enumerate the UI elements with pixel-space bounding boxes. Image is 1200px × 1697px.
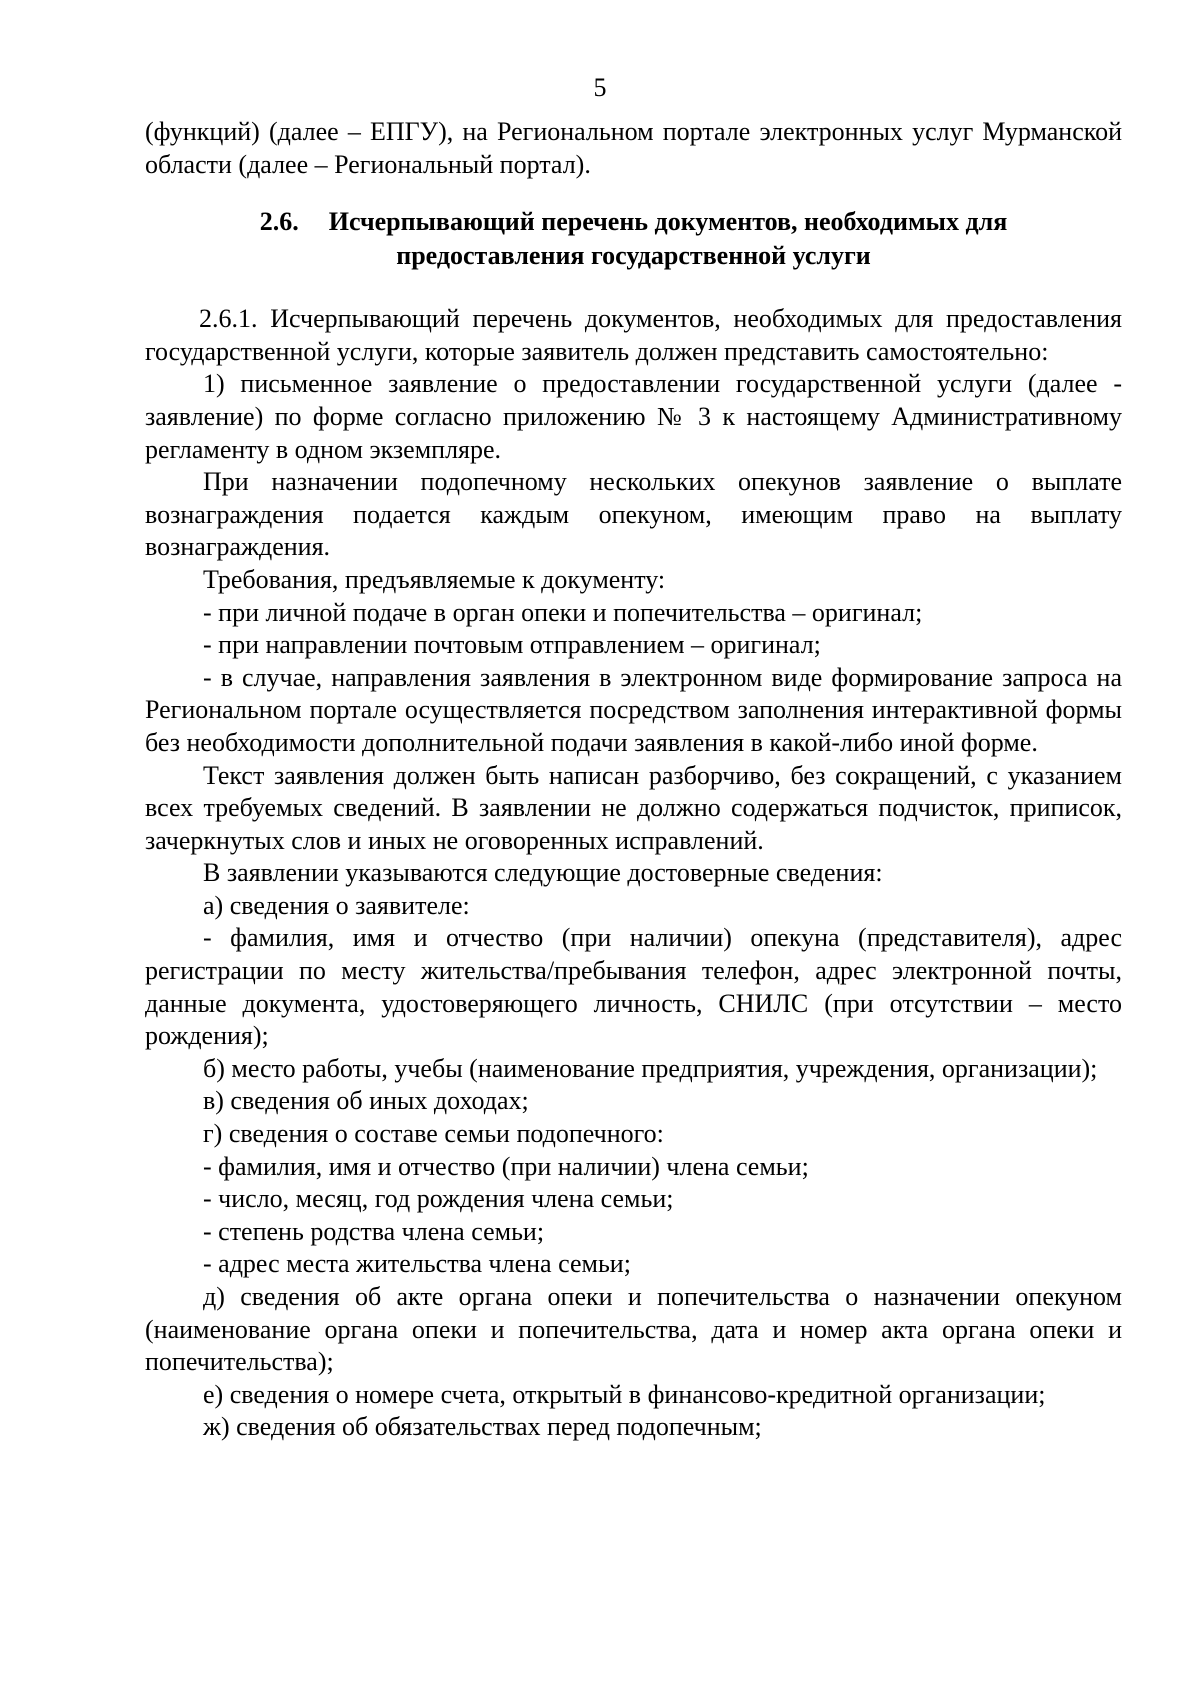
paragraph: Требования, предъявляемые к документу: xyxy=(203,564,666,594)
paragraph: Текст заявления должен быть написан разборчиво, без сокращений, с указанием всех требуемых сведений. В заявлении не должно содержаться подчисток, приписок, зачеркнутых слов и иных не оговоренных исправлений. xyxy=(145,760,1122,855)
list-item: - фамилия, имя и отчество (при наличии) опекуна (представителя), адрес регистрации по месту жительства/пребывания телефон, адрес электронной почты, данные документа, удостоверяющего личность, СНИЛС (при отсутствии – место рождения); xyxy=(145,923,1122,1051)
paragraph: 1) письменное заявление о предоставлении государственной услуги (далее - заявление) по форме согласно приложению № 3 к настоящему Административному регламенту в одном экземпляре. xyxy=(145,369,1122,464)
document-body xyxy=(145,116,1122,1444)
list-item: - степень родства члена семьи; xyxy=(203,1216,545,1246)
section-title-line-1: Исчерпывающий перечень документов, необходимых для xyxy=(328,207,1008,237)
list-item: б) место работы, учебы (наименование предприятия, учреждения, организации); xyxy=(203,1053,1098,1083)
continuation-paragraph: (функций) (далее – ЕПГУ), на Региональном портале электронных услуг Мурманской области (далее – Региональный портал). xyxy=(145,117,1122,179)
page-number: 5 xyxy=(593,73,607,102)
list-item: - число, месяц, год рождения члена семьи; xyxy=(203,1184,674,1214)
section-heading xyxy=(145,205,1122,273)
list-item: е) сведения о номере счета, открытый в финансово-кредитной организации; xyxy=(203,1379,1046,1409)
list-item: - при направлении почтовым отправлением – оригинал; xyxy=(203,630,821,660)
paragraph: 2.6.1. Исчерпывающий перечень документов, необходимых для предоставления государственной услуги, которые заявитель должен представить самостоятельно: xyxy=(145,304,1122,366)
list-item: ж) сведения об обязательствах перед подопечным; xyxy=(203,1412,762,1442)
list-item: - фамилия, имя и отчество (при наличии) члена семьи; xyxy=(203,1151,809,1181)
list-item: - при личной подаче в орган опеки и попечительства – оригинал; xyxy=(203,597,923,627)
section-number: 2.6. xyxy=(259,207,299,237)
list-item: - адрес места жительства члена семьи; xyxy=(203,1249,631,1279)
list-item: - в случае, направления заявления в электронном виде формирование запроса на Региональном портале осуществляется посредством заполнения интерактивной формы без необходимости дополнительной подачи заявления в какой-либо иной форме. xyxy=(145,662,1122,757)
list-item: д) сведения об акте органа опеки и попечительства о назначении опекуном (наименование органа опеки и попечительства, дата и номер акта органа опеки и попечительства); xyxy=(145,1282,1122,1377)
list-item: а) сведения о заявителе: xyxy=(203,890,470,920)
paragraph: В заявлении указываются следующие достоверные сведения: xyxy=(203,858,883,888)
list-item: в) сведения об иных доходах; xyxy=(203,1086,529,1116)
paragraph: При назначении подопечному нескольких опекунов заявление о выплате вознаграждения подается каждым опекуном, имеющим право на выплату вознаграждения. xyxy=(145,467,1122,562)
section-title-line-2: предоставления государственной услуги xyxy=(396,241,871,271)
list-item: г) сведения о составе семьи подопечного: xyxy=(203,1119,664,1149)
